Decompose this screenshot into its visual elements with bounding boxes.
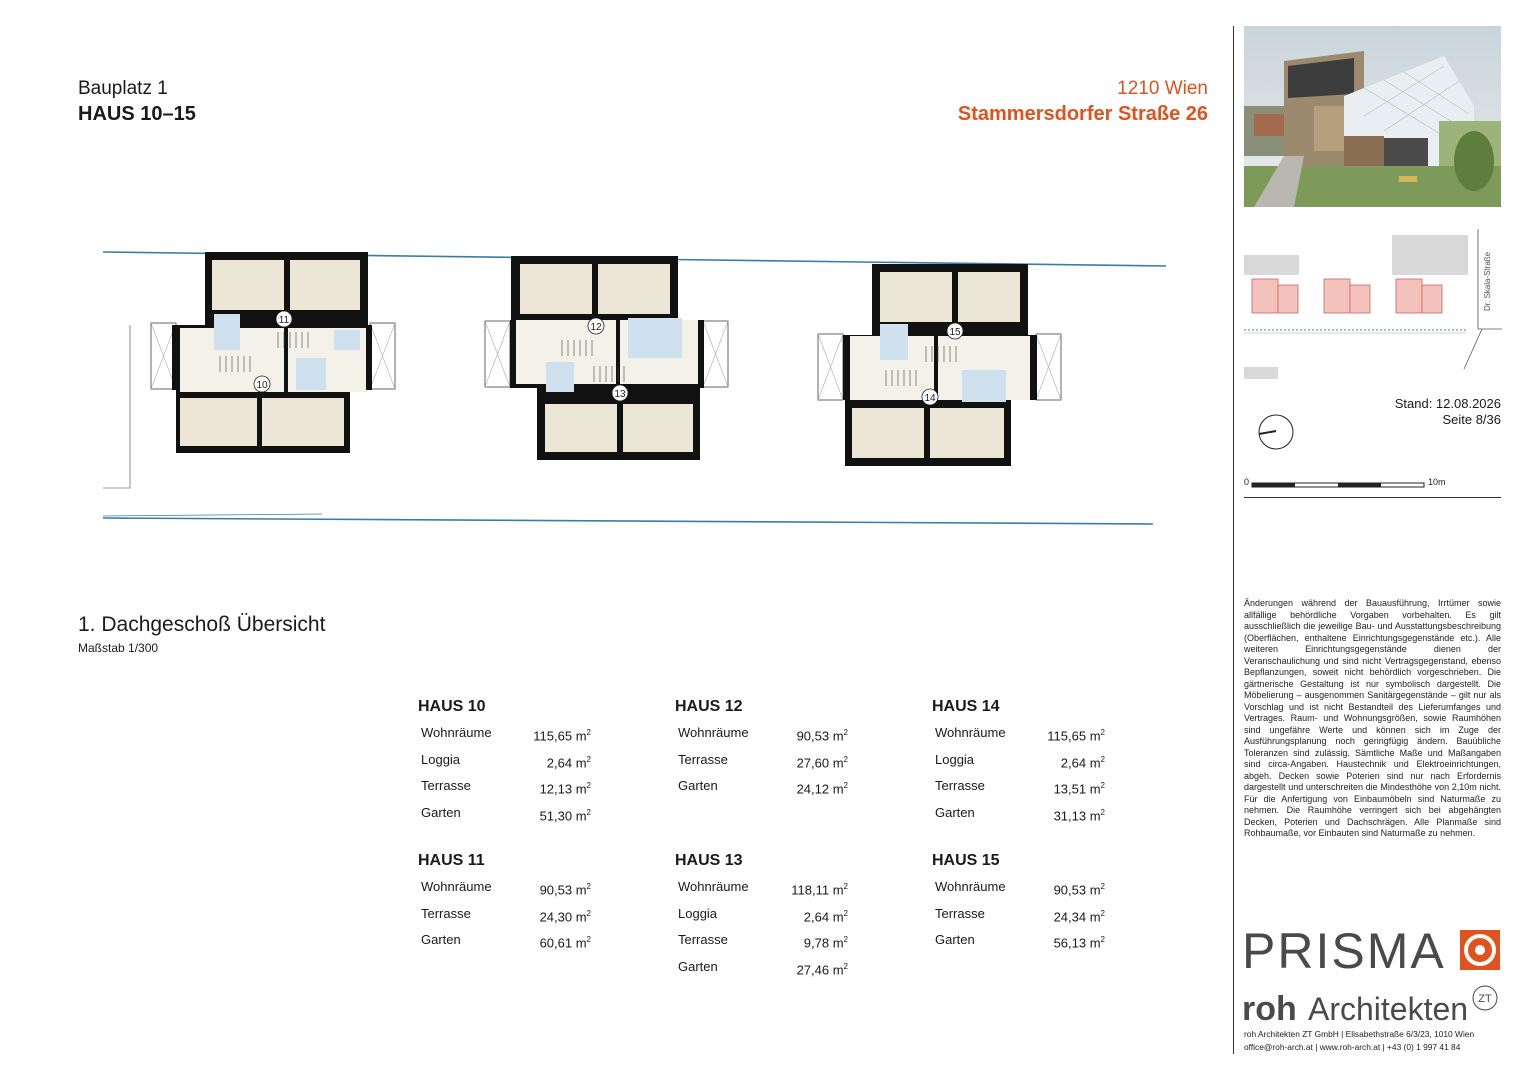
area-label: Loggia — [935, 751, 975, 767]
area-row — [421, 748, 591, 775]
area-row — [678, 955, 848, 982]
property-line-bottom — [103, 518, 1153, 524]
section-scale: Maßstab 1/300 — [78, 641, 159, 655]
area-label: Wohnräume — [935, 725, 1006, 740]
area-table-haus-13 — [675, 851, 848, 982]
page-number: Seite 8/36 — [1442, 412, 1501, 427]
area-row — [421, 902, 591, 929]
area-table-haus-12 — [675, 697, 848, 801]
area-label: Wohnräume — [678, 879, 749, 894]
area-row — [678, 928, 848, 955]
building-haus-14-15 — [818, 264, 1061, 466]
area-label: Loggia — [421, 751, 461, 767]
rendering-image — [1244, 26, 1501, 207]
house-name: HAUS 11 — [418, 852, 485, 869]
area-label: Garten — [935, 932, 975, 948]
area-row — [421, 801, 591, 828]
disclaimer-text: Änderungen während der Bauausführung, Irrtümer sowie allfällige behördliche Vorgaben vorbehalten. Es gilt ausschließlich die jeweilige Bau- und Ausstattungsbeschreibung (Oberflächen, enthaltene Einrichtungsgegenstände etc.). Alle weiteren Einrichtungsgegenstände dienen der Veranschaulichung und sind nicht Vertragsgegenstand, ebenso Bepflanzungen, soweit nicht behördlich vorgeschrieben. Die gärtnerische Gestaltung ist nur symbolisch dargestellt. Die Möbelierung – ausgenommen Sanitärgegenstände – gilt nur als Vorschlag und ist nicht Bestandteil des Lieferumfanges und Vertrages. Raum- und Wohnungsgrößen, sowie Raumhöhen sind ungefähre Werte und können sich im Zuge der Ausführungsplanung noch geringfügig ändern. Bauübliche Toleranzen sind zulässig. Sämtliche Maße und Maßangaben sind circa-Angaben. Haustechnik und Elektroeinrichtungen, abgeh. Decken sowie Poterien sind nur nach Erfordernis dargestellt und unterschreiten die Mindesthöhe von 2,10m nicht. Für die Anfertigung von Einbaumöbeln sind Naturmaße zu nehmen. Die Raumhöhe verringert sich bei abgehängten Decken, Poterien und Dachschrägen. Alle Planmaße sind Rohbaumaße, vor Einbauten sind Naturmaße zu nehmen. — [1244, 598, 1501, 838]
area-value: 115,65 $m^2$ — [1047, 728, 1105, 744]
sidebar-rule — [1244, 497, 1501, 498]
section-heading — [78, 612, 325, 656]
area-value: 27,60 $m^2$ — [796, 754, 848, 770]
area-row — [935, 748, 1105, 775]
header-left — [78, 77, 196, 127]
building-haus-12-13 — [485, 256, 728, 460]
floor-plan-overview — [100, 240, 1180, 540]
area-value: 90,53 $m^2$ — [796, 728, 848, 744]
house-number-13: 13 — [614, 389, 626, 400]
area-value: 90,53 $m^2$ — [1053, 882, 1105, 898]
area-value: 24,34 $m^2$ — [1053, 908, 1105, 924]
area-label: Terrasse — [421, 778, 471, 794]
sidebar-divider — [1233, 26, 1234, 1054]
site-plan — [1242, 229, 1502, 385]
house-number-11: 11 — [278, 315, 290, 326]
area-row — [935, 801, 1105, 828]
building-haus-10-11 — [151, 252, 395, 453]
house-name: HAUS 12 — [675, 698, 743, 715]
house-number-15: 15 — [949, 327, 961, 338]
area-label: Garten — [678, 958, 718, 974]
area-label: Wohnräume — [421, 725, 492, 740]
area-label: Garten — [421, 804, 461, 820]
area-value: 51,30 $m^2$ — [539, 807, 591, 824]
house-number-14: 14 — [924, 393, 936, 404]
area-value: 31,13 $m^2$ — [1053, 807, 1105, 824]
area-label: Terrasse — [935, 778, 985, 794]
header-right — [958, 77, 1208, 127]
north-arrow-icon — [1258, 412, 1308, 452]
area-row — [421, 774, 591, 801]
house-name: HAUS 10 — [418, 698, 486, 715]
contact-line: office@roh-arch.at | www.roh-arch.at | +43 (0) 1 997 41 84 — [1244, 1042, 1461, 1052]
contact-block — [1244, 1028, 1502, 1054]
area-table-haus-14 — [932, 697, 1105, 828]
area-label: Wohnräume — [678, 725, 749, 740]
area-row — [935, 774, 1105, 801]
stand-info — [1395, 396, 1501, 428]
area-label: Terrasse — [678, 932, 728, 948]
prisma-logo — [1242, 924, 1502, 974]
area-row — [678, 875, 848, 902]
stand-date: Stand: 12.08.2026 — [1394, 396, 1501, 411]
street-name: Dr. Skala-Straße — [1483, 251, 1492, 311]
roh-architekten-logo — [1242, 982, 1502, 1028]
address-line: roh Architekten ZT GmbH | Elisabethstraße 6/3/23, 1010 Wien — [1244, 1029, 1475, 1039]
area-row — [935, 875, 1105, 902]
area-row — [935, 902, 1105, 929]
prisma-wordmark: PRISMA — [1242, 924, 1446, 974]
area-row — [678, 748, 848, 775]
area-row — [678, 774, 848, 801]
area-value: 115,65 $m^2$ — [533, 728, 591, 744]
area-value: 2,64 $m^2$ — [1060, 754, 1105, 770]
area-row — [421, 928, 591, 955]
area-value: 27,46 $m^2$ — [796, 961, 848, 978]
house-name: HAUS 13 — [675, 852, 743, 869]
area-label: Garten — [421, 932, 461, 948]
scale-start: 0 — [1244, 477, 1250, 487]
area-row — [935, 721, 1105, 748]
roh-bold: roh — [1242, 990, 1297, 1028]
houses-label: HAUS 10–15 — [78, 103, 196, 125]
area-row — [421, 721, 591, 748]
area-label: Garten — [935, 804, 975, 820]
area-value: 56,13 $m^2$ — [1053, 935, 1105, 951]
area-label: Garten — [678, 778, 718, 794]
area-value: 60,61 $m^2$ — [539, 935, 591, 951]
area-row — [678, 902, 848, 929]
area-table-haus-10 — [418, 697, 591, 828]
area-value: 13,51 $m^2$ — [1053, 781, 1105, 797]
scale-end: 10m — [1428, 477, 1446, 487]
plot-label: Bauplatz 1 — [78, 78, 168, 99]
street-label: Stammersdorfer Straße 26 — [957, 103, 1208, 125]
area-table-haus-11 — [418, 851, 591, 955]
area-value: 2,64 $m^2$ — [803, 908, 848, 924]
area-row — [935, 928, 1105, 955]
roh-light: Architekten — [1308, 991, 1469, 1027]
area-value: 90,53 $m^2$ — [539, 882, 591, 898]
area-label: Wohnräume — [935, 879, 1006, 894]
house-number-10: 10 — [256, 380, 268, 391]
area-label: Terrasse — [678, 751, 728, 767]
area-label: Loggia — [678, 905, 718, 921]
area-value: 24,30 $m^2$ — [539, 908, 591, 924]
area-value: 118,11 $m^2$ — [791, 882, 848, 898]
house-name: HAUS 15 — [932, 852, 1000, 869]
section-title: 1. Dachgeschoß Übersicht — [78, 613, 326, 636]
area-label: Terrasse — [935, 905, 985, 921]
plot-boundary — [103, 325, 130, 488]
scale-bar — [1242, 474, 1502, 498]
area-value: 2,64 $m^2$ — [546, 754, 591, 770]
district-label: 1210 Wien — [1117, 78, 1208, 99]
area-row — [421, 875, 591, 902]
area-label: Wohnräume — [421, 879, 492, 894]
zt-badge: ZT — [1478, 993, 1492, 1005]
area-value: 9,78 $m^2$ — [803, 935, 848, 951]
area-value: 24,12 $m^2$ — [796, 781, 848, 797]
house-name: HAUS 14 — [932, 698, 1000, 715]
area-label: Terrasse — [421, 905, 471, 921]
house-number-12: 12 — [590, 322, 602, 333]
area-row — [678, 721, 848, 748]
area-value: 12,13 $m^2$ — [539, 781, 591, 797]
area-table-haus-15 — [932, 851, 1105, 955]
